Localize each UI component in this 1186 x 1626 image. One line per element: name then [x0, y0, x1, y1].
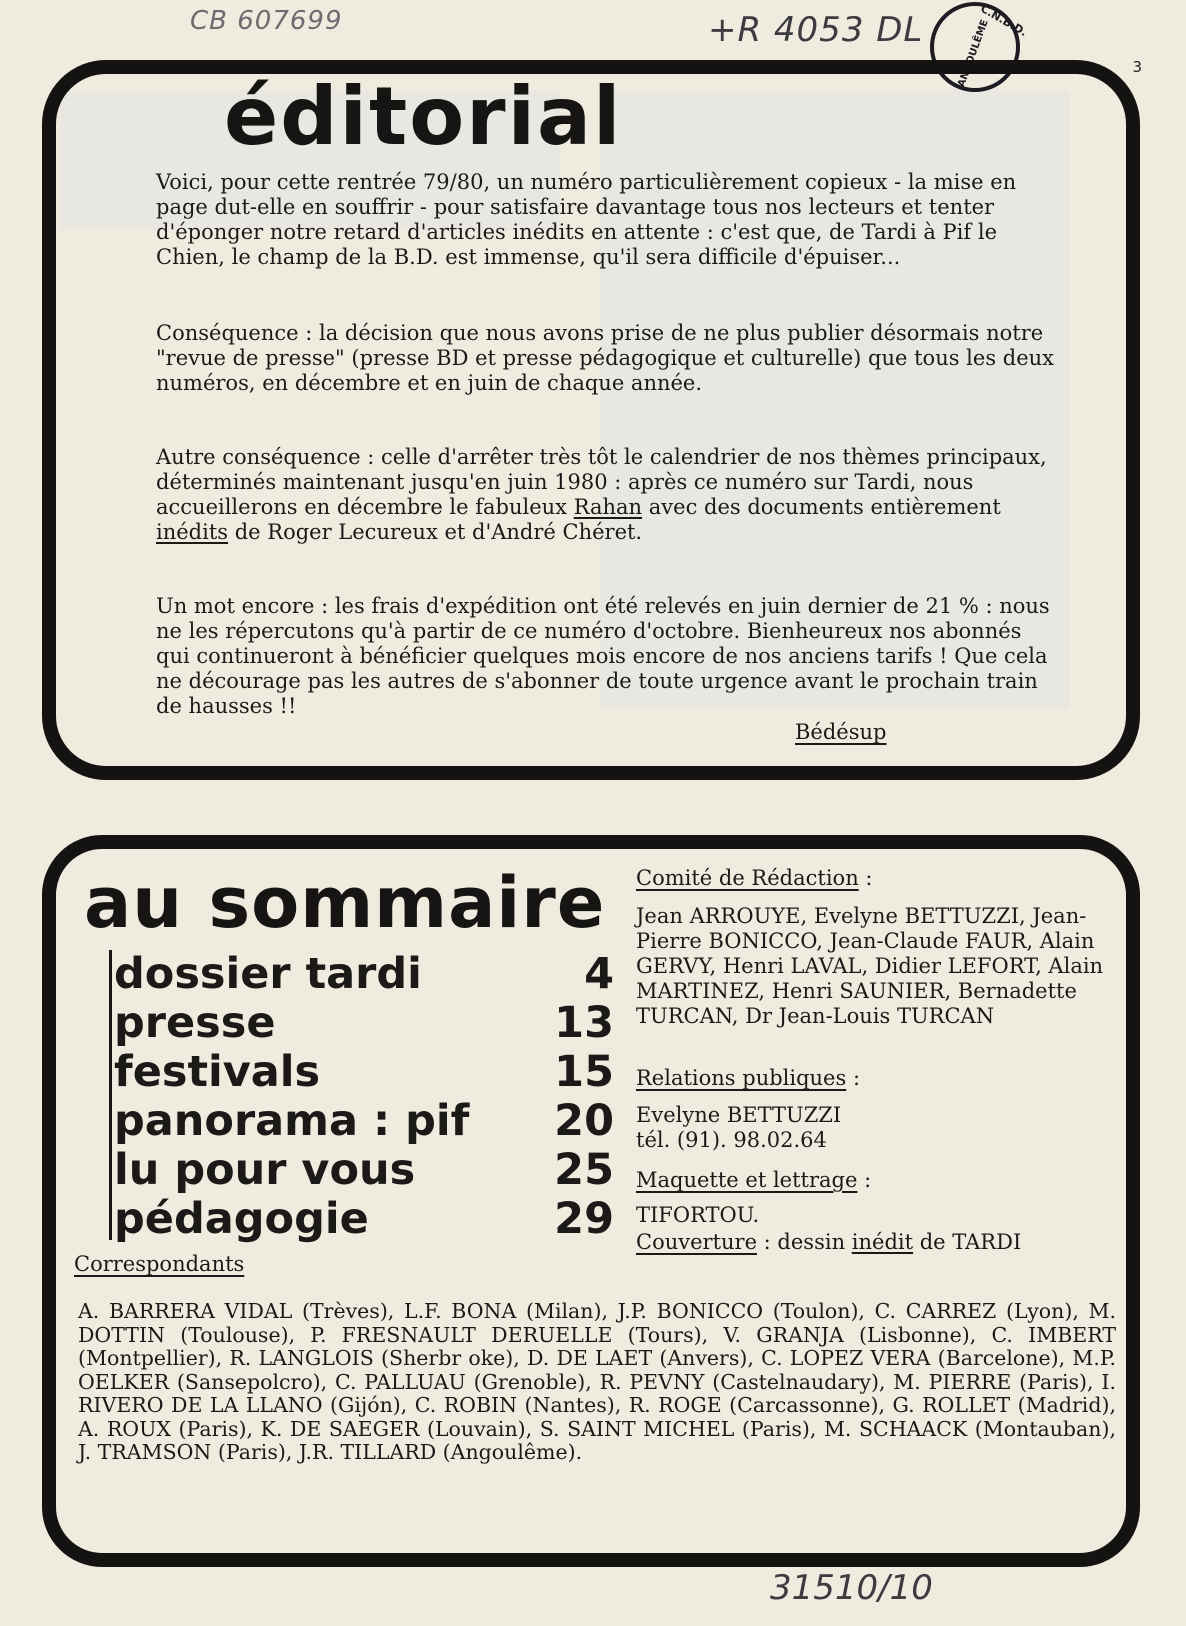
- toc-entry: [114, 1195, 614, 1247]
- heading-colon: :: [846, 1066, 861, 1090]
- maquette-name: TIFORTOU.: [636, 1203, 760, 1227]
- toc-label: lu pour vous: [114, 1145, 416, 1195]
- toc-entry: [114, 1097, 614, 1149]
- underlined-term: inédits: [156, 520, 229, 544]
- toc-page-number: 20: [554, 1096, 614, 1146]
- editorial-title: éditorial: [224, 70, 623, 163]
- relations-name: Evelyne BETTUZZI: [636, 1103, 842, 1127]
- heading-text: Maquette et lettrage: [636, 1168, 858, 1192]
- correspondants-heading: Correspondants: [74, 1252, 245, 1276]
- toc-entry: [114, 950, 614, 1002]
- editorial-paragraph: Un mot encore : les frais d'expédition ont été relevés en juin dernier de 21 % : nous ne les répercutons qu'à partir de ce numéro d'octobre. Bienheureux nos abonnés qui continueront à bénéficier quelques mois encore de nos anciens tarifs ! Que cela ne décourage pas les autres de s'abonner de toute urgence avant le prochain train de hausses !!: [156, 594, 1050, 718]
- toc-label: panorama : pif: [114, 1096, 470, 1146]
- archive-reference: CB 607699: [190, 6, 343, 36]
- archive-inventory-number: 31510/10: [770, 1568, 933, 1608]
- page-number: 3: [1132, 58, 1142, 76]
- underlined-term: inédit: [851, 1230, 914, 1254]
- correspondants-list: A. BARRERA VIDAL (Trèves), L.F. BONA (Milan), J.P. BONICCO (Toulon), C. CARREZ (Lyon), M. DOTTIN (Toulouse), P. FRESNAULT DERUELLE (Tours), V. GRANJA (Lisbonne), C. IMBERT (Montpellier), R. LANGLOIS (Sherbr oke), D. DE LAET (Anvers), C. LOPEZ VERA (Barcelone), M.P. OELKER (Sansepolcro), C. PALLUAU (Grenoble), R. PEVNY (Castelnaudary), M. PIERRE (Paris), I. RIVERO DE LA LLANO (Gijón), C. ROBIN (Nantes), R. ROGE (Carcassonne), G. ROLLET (Madrid), A. ROUX (Paris), K. DE SAEGER (Louvain), S. SAINT MICHEL (Paris), M. SCHAACK (Montauban), J. TRAMSON (Paris), J.R. TILLARD (Angoulême).: [78, 1299, 1116, 1464]
- couverture-credit: [636, 1230, 1116, 1255]
- underlined-term: Rahan: [573, 495, 643, 519]
- editorial-signature: Bédésup: [795, 720, 887, 744]
- toc-page-number: 25: [554, 1145, 614, 1195]
- stamp-text: C.N.B.D.: [978, 1, 1030, 40]
- toc-label: festivals: [114, 1047, 321, 1097]
- toc-entry: [114, 1146, 614, 1198]
- heading-text: Comité de Rédaction: [636, 866, 859, 890]
- editorial-paragraph: Conséquence : la décision que nous avons prise de ne plus publier désormais notre "revue de presse" (presse BD et presse pédagogique et culturelle) que tous les deux numéros, en décembre et en juin de chaque année.: [156, 321, 1055, 395]
- toc-divider: [109, 950, 112, 1240]
- comite-members: Jean ARROUYE, Evelyne BETTUZZI, Jean-Pierre BONICCO, Jean-Claude FAUR, Alain GERVY, Henri LAVAL, Didier LEFORT, Alain MARTINEZ, Henri SAUNIER, Bernadette TURCAN, Dr Jean-Louis TURCAN: [636, 904, 1104, 1028]
- toc-entry: [114, 999, 614, 1051]
- comite-heading: [636, 866, 1116, 891]
- relations-contact: [636, 1103, 1116, 1153]
- toc-page-number: 13: [554, 998, 614, 1048]
- toc-page-number: 4: [584, 949, 614, 999]
- archive-call-number: +R 4053 DL: [708, 10, 924, 50]
- credit-text: de TARDI: [913, 1230, 1022, 1254]
- heading-text: Relations publiques: [636, 1066, 847, 1090]
- toc-label: pédagogie: [114, 1194, 369, 1244]
- sommaire-title: au sommaire: [84, 862, 606, 944]
- toc-label: presse: [114, 998, 276, 1048]
- toc-entry: [114, 1048, 614, 1100]
- toc-page-number: 15: [554, 1047, 614, 1097]
- toc-label: dossier tardi: [114, 949, 422, 999]
- editorial-paragraph: Voici, pour cette rentrée 79/80, un numéro particulièrement copieux - la mise en page dut-elle en souffrir - pour satisfaire davantage tous nos lecteurs et tenter d'éponger notre retard d'articles inédits en attente : c'est que, de Tardi à Pif le Chien, le champ de la B.D. est immense, qu'il sera difficile d'épuiser...: [156, 170, 1017, 269]
- credit-text: : dessin: [757, 1230, 852, 1254]
- heading-colon: :: [857, 1168, 872, 1192]
- toc-page-number: 29: [554, 1194, 614, 1244]
- relations-phone: tél. (91). 98.02.64: [636, 1128, 827, 1152]
- editorial-paragraph: [156, 445, 1056, 545]
- stamp-text: ANGOULÊME: [956, 18, 991, 89]
- heading-colon: :: [858, 866, 873, 890]
- paragraph-text: Autre conséquence : celle d'arrêter très tôt le calendrier de nos thèmes principaux, déterminés maintenant jusqu'en juin 1980 : après ce numéro sur Tardi, nous accueillerons en décembre le fabuleux: [156, 445, 1047, 519]
- paragraph-text: de Roger Lecureux et d'André Chéret.: [228, 520, 643, 544]
- maquette-heading: [636, 1168, 1116, 1193]
- paragraph-text: avec des documents entièrement: [642, 495, 1001, 519]
- heading-text: Couverture: [636, 1230, 757, 1254]
- relations-heading: [636, 1066, 1116, 1091]
